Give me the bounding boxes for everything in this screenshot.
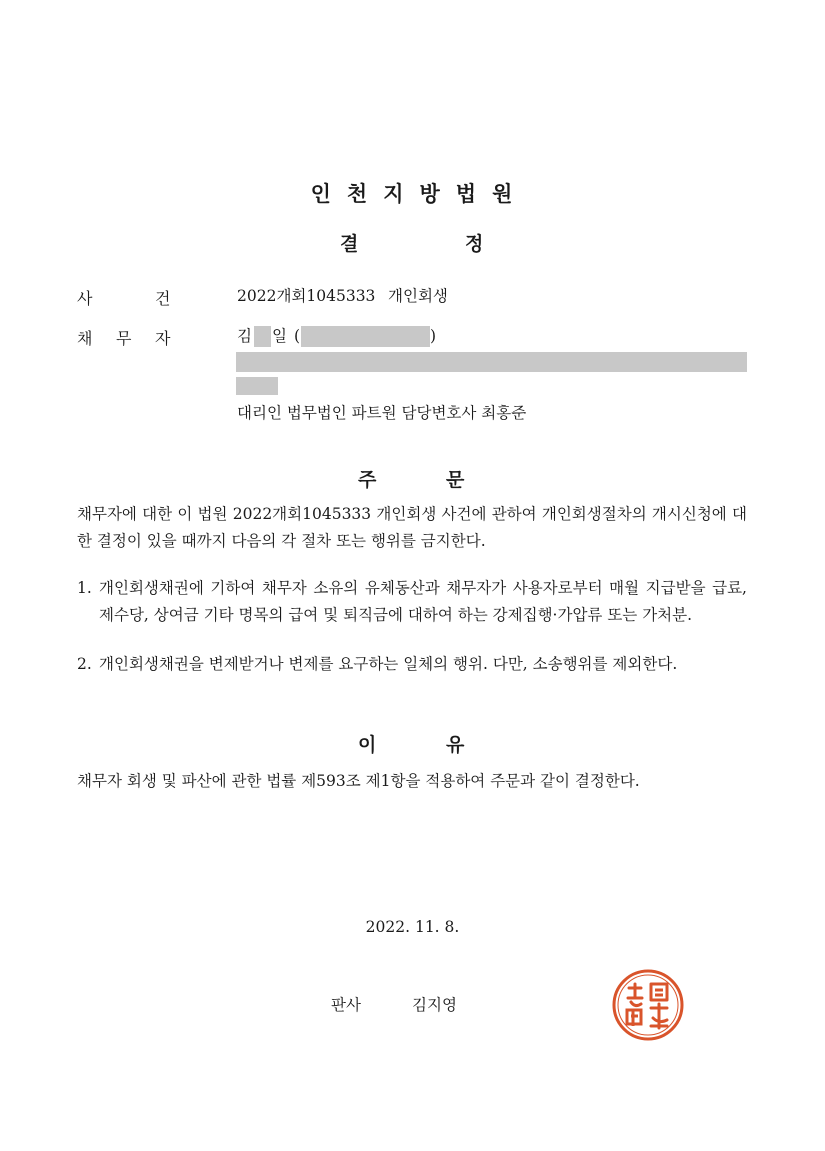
reason-title-char-2: 유: [446, 734, 465, 756]
judge-name: 김지영: [412, 996, 457, 1014]
court-name-char: 인: [310, 182, 333, 206]
order-item-number: 1.: [77, 579, 92, 597]
reason-text: 채무자 회생 및 파산에 관한 법률 제593조 제1항을 적용하여 주문과 같이 결정한다.: [77, 772, 640, 790]
debtor-label-char: 자: [155, 329, 171, 348]
order-item-text: 개인회생채권을 변제받거나 변제를 요구하는 일체의 행위. 다만, 소송행위를 제외한다.: [99, 655, 678, 673]
doc-type-char-2: 정: [465, 233, 484, 255]
redaction-name: [254, 326, 271, 347]
decision-date: 2022. 11. 8.: [365, 918, 460, 936]
paren-open: (: [294, 327, 301, 345]
debtor-label-char: 무: [116, 329, 132, 348]
court-name-char: 방: [419, 182, 442, 206]
reason-title-char-1: 이: [358, 734, 377, 756]
order-item-number: 2.: [77, 655, 92, 673]
order-title-char-1: 주: [358, 469, 377, 491]
judge-seal-icon: [611, 968, 685, 1042]
court-name-char: 천: [346, 182, 370, 206]
debtor-name-first: 김: [237, 327, 252, 345]
case-type: 개인회생: [388, 287, 448, 305]
redaction-id: [301, 326, 430, 347]
case-number: 2022개회1045333: [237, 287, 376, 305]
case-label-char: 건: [155, 289, 171, 308]
court-name-char: 법: [455, 182, 479, 206]
court-name-char: 원: [492, 182, 515, 206]
order-intro: 채무자에 대한 이 법원 2022개회1045333 개인회생 사건에 관하여 개인회생절차의 개시신청에 대한 결정이 있을 때까지 다음의 각 절차 또는 행위를 금지한다.: [77, 505, 747, 550]
redaction-address-line-1: [236, 352, 747, 372]
court-name: [0, 178, 825, 208]
judge-title: 판사: [331, 996, 361, 1014]
attorney-line: 대리인 법무법인 파트원 담당변호사 최홍준: [237, 404, 527, 422]
debtor-label-char: 채: [77, 329, 93, 348]
court-name-char: 지: [383, 182, 406, 206]
debtor-name-last: 일: [272, 327, 287, 345]
case-label-char: 사: [77, 289, 93, 308]
paren-close: ): [430, 327, 437, 345]
doc-type-char-1: 결: [340, 233, 359, 255]
order-item-text: 개인회생채권에 기하여 채무자 소유의 유체동산과 채무자가 사용자로부터 매월 지급받을 급료, 제수당, 상여금 기타 명목의 급여 및 퇴직금에 대하여 하는 강제집행·가압류 또는 가처분.: [99, 579, 747, 624]
order-title-char-2: 문: [446, 469, 465, 491]
redaction-address-line-2: [236, 377, 278, 395]
